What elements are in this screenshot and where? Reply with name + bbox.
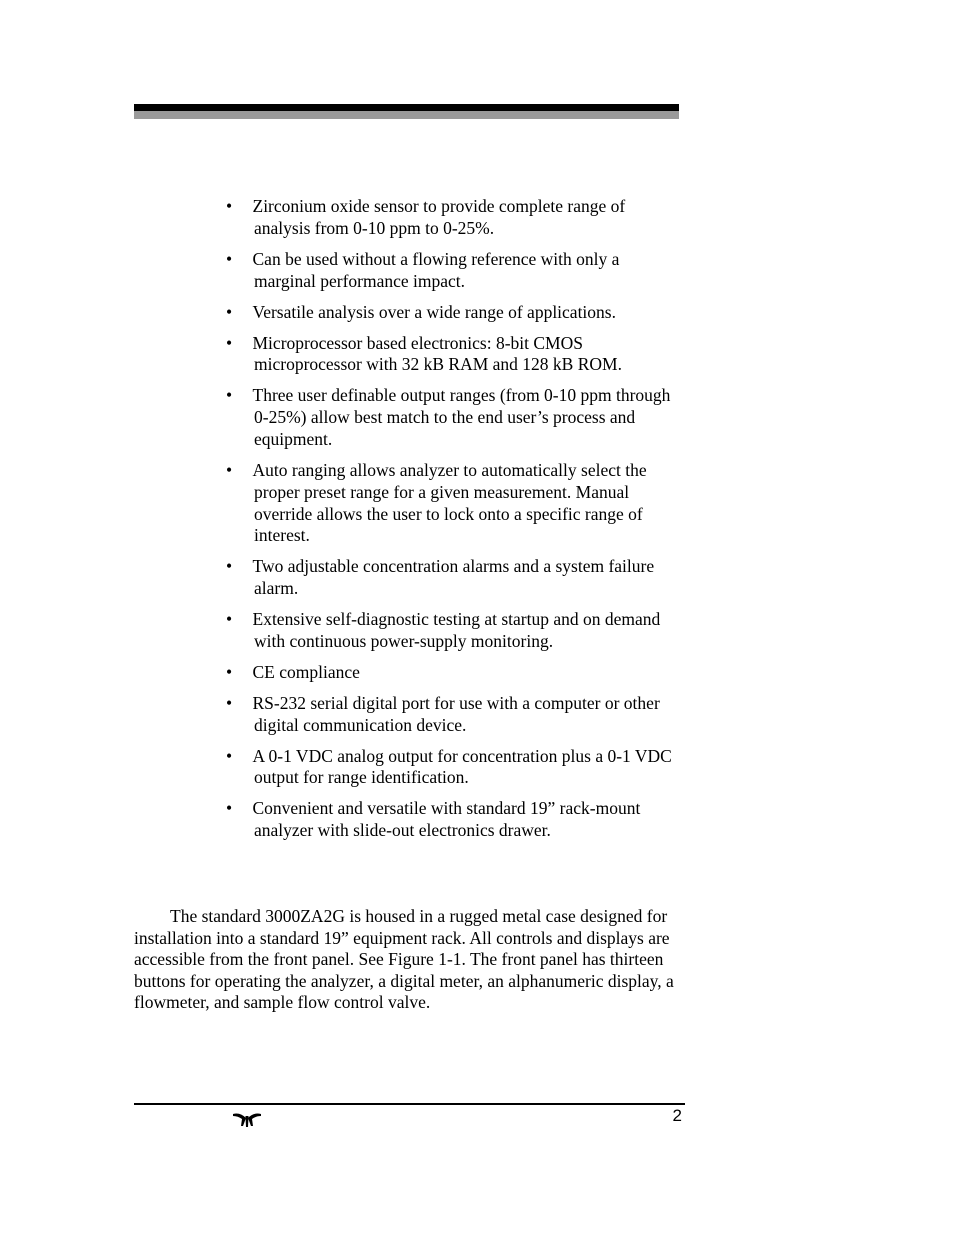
list-item-text: Auto ranging allows analyzer to automatically select the proper preset range for a given measurement. Manual override allows the user to lock onto a specific range of interest.: [252, 459, 647, 546]
list-item-text: Can be used without a flowing reference with only a marginal performance impact.: [252, 248, 620, 291]
bullet: •: [226, 692, 233, 713]
footer-rule: [134, 1103, 685, 1105]
teledyne-logo-icon: [232, 1110, 262, 1128]
bullet: •: [226, 196, 233, 216]
bullet: •: [226, 745, 233, 766]
list-item: [224, 556, 684, 600]
list-item: [224, 662, 684, 684]
list-item-text: Microprocessor based electronics: 8-bit CMOS microprocessor with 32 kB RAM and 128 kB ROM.: [252, 332, 622, 375]
list-item: [224, 460, 684, 547]
bullet: •: [226, 609, 233, 630]
feature-list: [224, 196, 684, 851]
bullet: •: [226, 385, 233, 406]
bullet: •: [226, 661, 233, 682]
list-item-text: Convenient and versatile with standard 19” rack-mount analyzer with slide-out electronics drawer.: [252, 798, 641, 841]
list-item-text: Extensive self-diagnostic testing at startup and on demand with continuous power-supply monitoring.: [252, 609, 661, 651]
bullet: •: [226, 332, 233, 353]
bullet: •: [226, 556, 233, 577]
header-rule-shadow: [134, 111, 679, 119]
bullet: •: [226, 798, 233, 819]
list-item: [224, 609, 684, 653]
bullet: •: [226, 459, 233, 480]
list-item: [224, 249, 684, 293]
list-item: [224, 798, 684, 842]
list-item-text: A 0-1 VDC analog output for concentration plus a 0-1 VDC output for range identification.: [252, 745, 672, 788]
header-rule: [134, 104, 679, 111]
list-item: [224, 196, 684, 240]
list-item-text: Three user definable output ranges (from 0-10 ppm through 0-25%) allow best match to the end user’s process and equipment.: [252, 385, 671, 449]
list-item-text: Versatile analysis over a wide range of applications.: [252, 301, 616, 322]
list-item: [224, 333, 684, 377]
list-item-text: RS-232 serial digital port for use with a computer or other digital communication device.: [252, 692, 660, 735]
list-item: [224, 693, 684, 737]
list-item: [224, 302, 684, 324]
body-paragraph: The standard 3000ZA2G is housed in a rugged metal case designed for installation into a standard 19” equipment rack. All controls and displays are accessible from the front panel. See Figure 1-1. The front panel has thirteen buttons for operating the analyzer, a digital meter, an alphanumeric display, a flowmeter, and sample flow control valve.: [134, 906, 674, 1013]
list-item-text: CE compliance: [252, 661, 360, 682]
list-item-text: Zirconium oxide sensor to provide complete range of analysis from 0-10 ppm to 0-25%.: [252, 196, 626, 238]
list-item: [224, 746, 684, 790]
list-item-text: Two adjustable concentration alarms and a system failure alarm.: [252, 556, 655, 599]
bullet: •: [226, 301, 233, 322]
page-number: 2: [672, 1106, 682, 1125]
bullet: •: [226, 248, 233, 269]
list-item: [224, 385, 684, 450]
